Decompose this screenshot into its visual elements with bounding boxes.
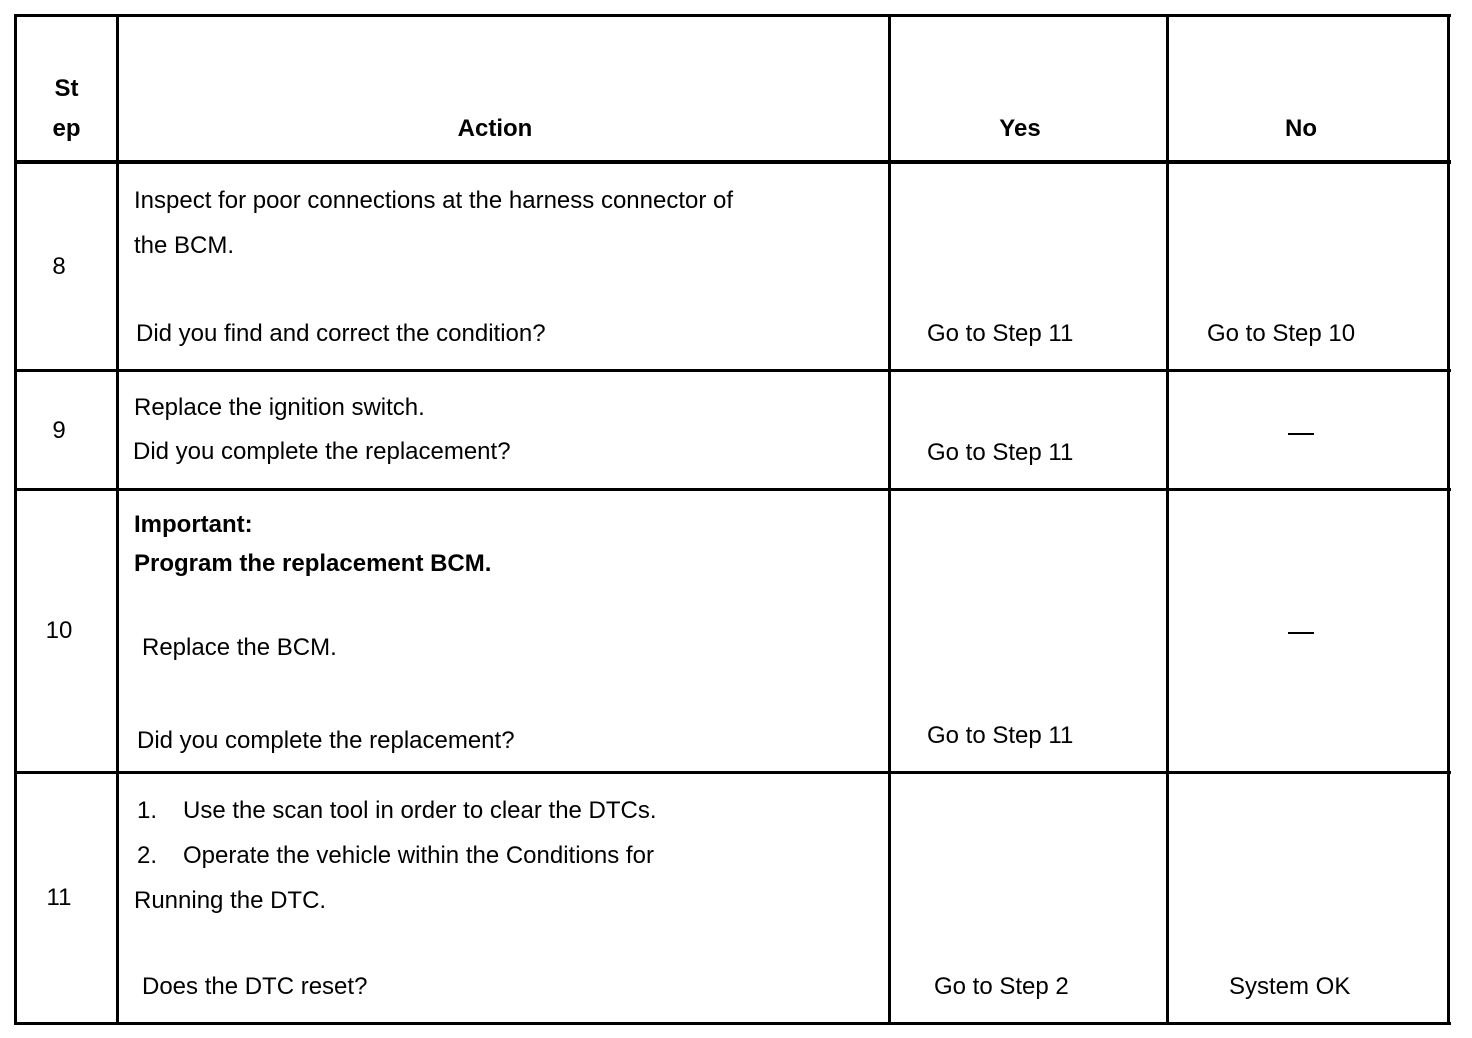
important-label: Important: <box>134 511 253 538</box>
step-number: 11 <box>46 884 72 911</box>
no-result-dash <box>1288 632 1314 634</box>
list-item-number: 2. <box>137 842 158 869</box>
action-question: Did you find and correct the condition? <box>136 320 546 347</box>
header-action: Action <box>457 115 533 142</box>
header-yes: Yes <box>999 115 1041 142</box>
action-text: Replace the ignition switch. <box>134 394 425 421</box>
yes-result: Go to Step 11 <box>927 722 1074 749</box>
list-item-continuation: Running the DTC. <box>134 887 327 914</box>
table-border-left <box>14 14 17 1025</box>
table-border-right <box>1447 14 1450 1025</box>
row-divider <box>14 488 1451 491</box>
list-item-text: Operate the vehicle within the Conditions for <box>183 842 654 869</box>
header-divider <box>14 160 1451 164</box>
action-question: Does the DTC reset? <box>142 973 368 1000</box>
header-step-line2: ep <box>52 115 81 142</box>
list-item-text: Use the scan tool in order to clear the DTCs. <box>183 797 657 824</box>
action-question: Did you complete the replacement? <box>133 438 511 465</box>
action-text: the BCM. <box>134 232 235 259</box>
action-question: Did you complete the replacement? <box>137 727 515 754</box>
column-divider <box>888 14 891 1025</box>
step-number: 10 <box>45 617 73 644</box>
table-border-bottom <box>14 1022 1451 1025</box>
row-divider <box>14 771 1451 774</box>
header-step-line1: St <box>54 75 79 102</box>
step-number: 8 <box>52 253 66 280</box>
row-divider <box>14 369 1451 372</box>
important-text: Program the replacement BCM. <box>134 550 492 577</box>
header-no: No <box>1285 115 1317 142</box>
action-text: Inspect for poor connections at the harness connector of <box>134 187 734 214</box>
list-item-number: 1. <box>137 797 158 824</box>
no-result: Go to Step 10 <box>1207 320 1356 347</box>
step-number: 9 <box>52 417 66 444</box>
yes-result: Go to Step 2 <box>934 973 1069 1000</box>
column-divider <box>1166 14 1169 1025</box>
no-result: System OK <box>1229 973 1351 1000</box>
table-border-top <box>14 14 1451 17</box>
no-result-dash <box>1288 433 1314 435</box>
yes-result: Go to Step 11 <box>927 439 1074 466</box>
column-divider <box>116 14 119 1025</box>
yes-result: Go to Step 11 <box>927 320 1074 347</box>
action-text: Replace the BCM. <box>142 634 337 661</box>
